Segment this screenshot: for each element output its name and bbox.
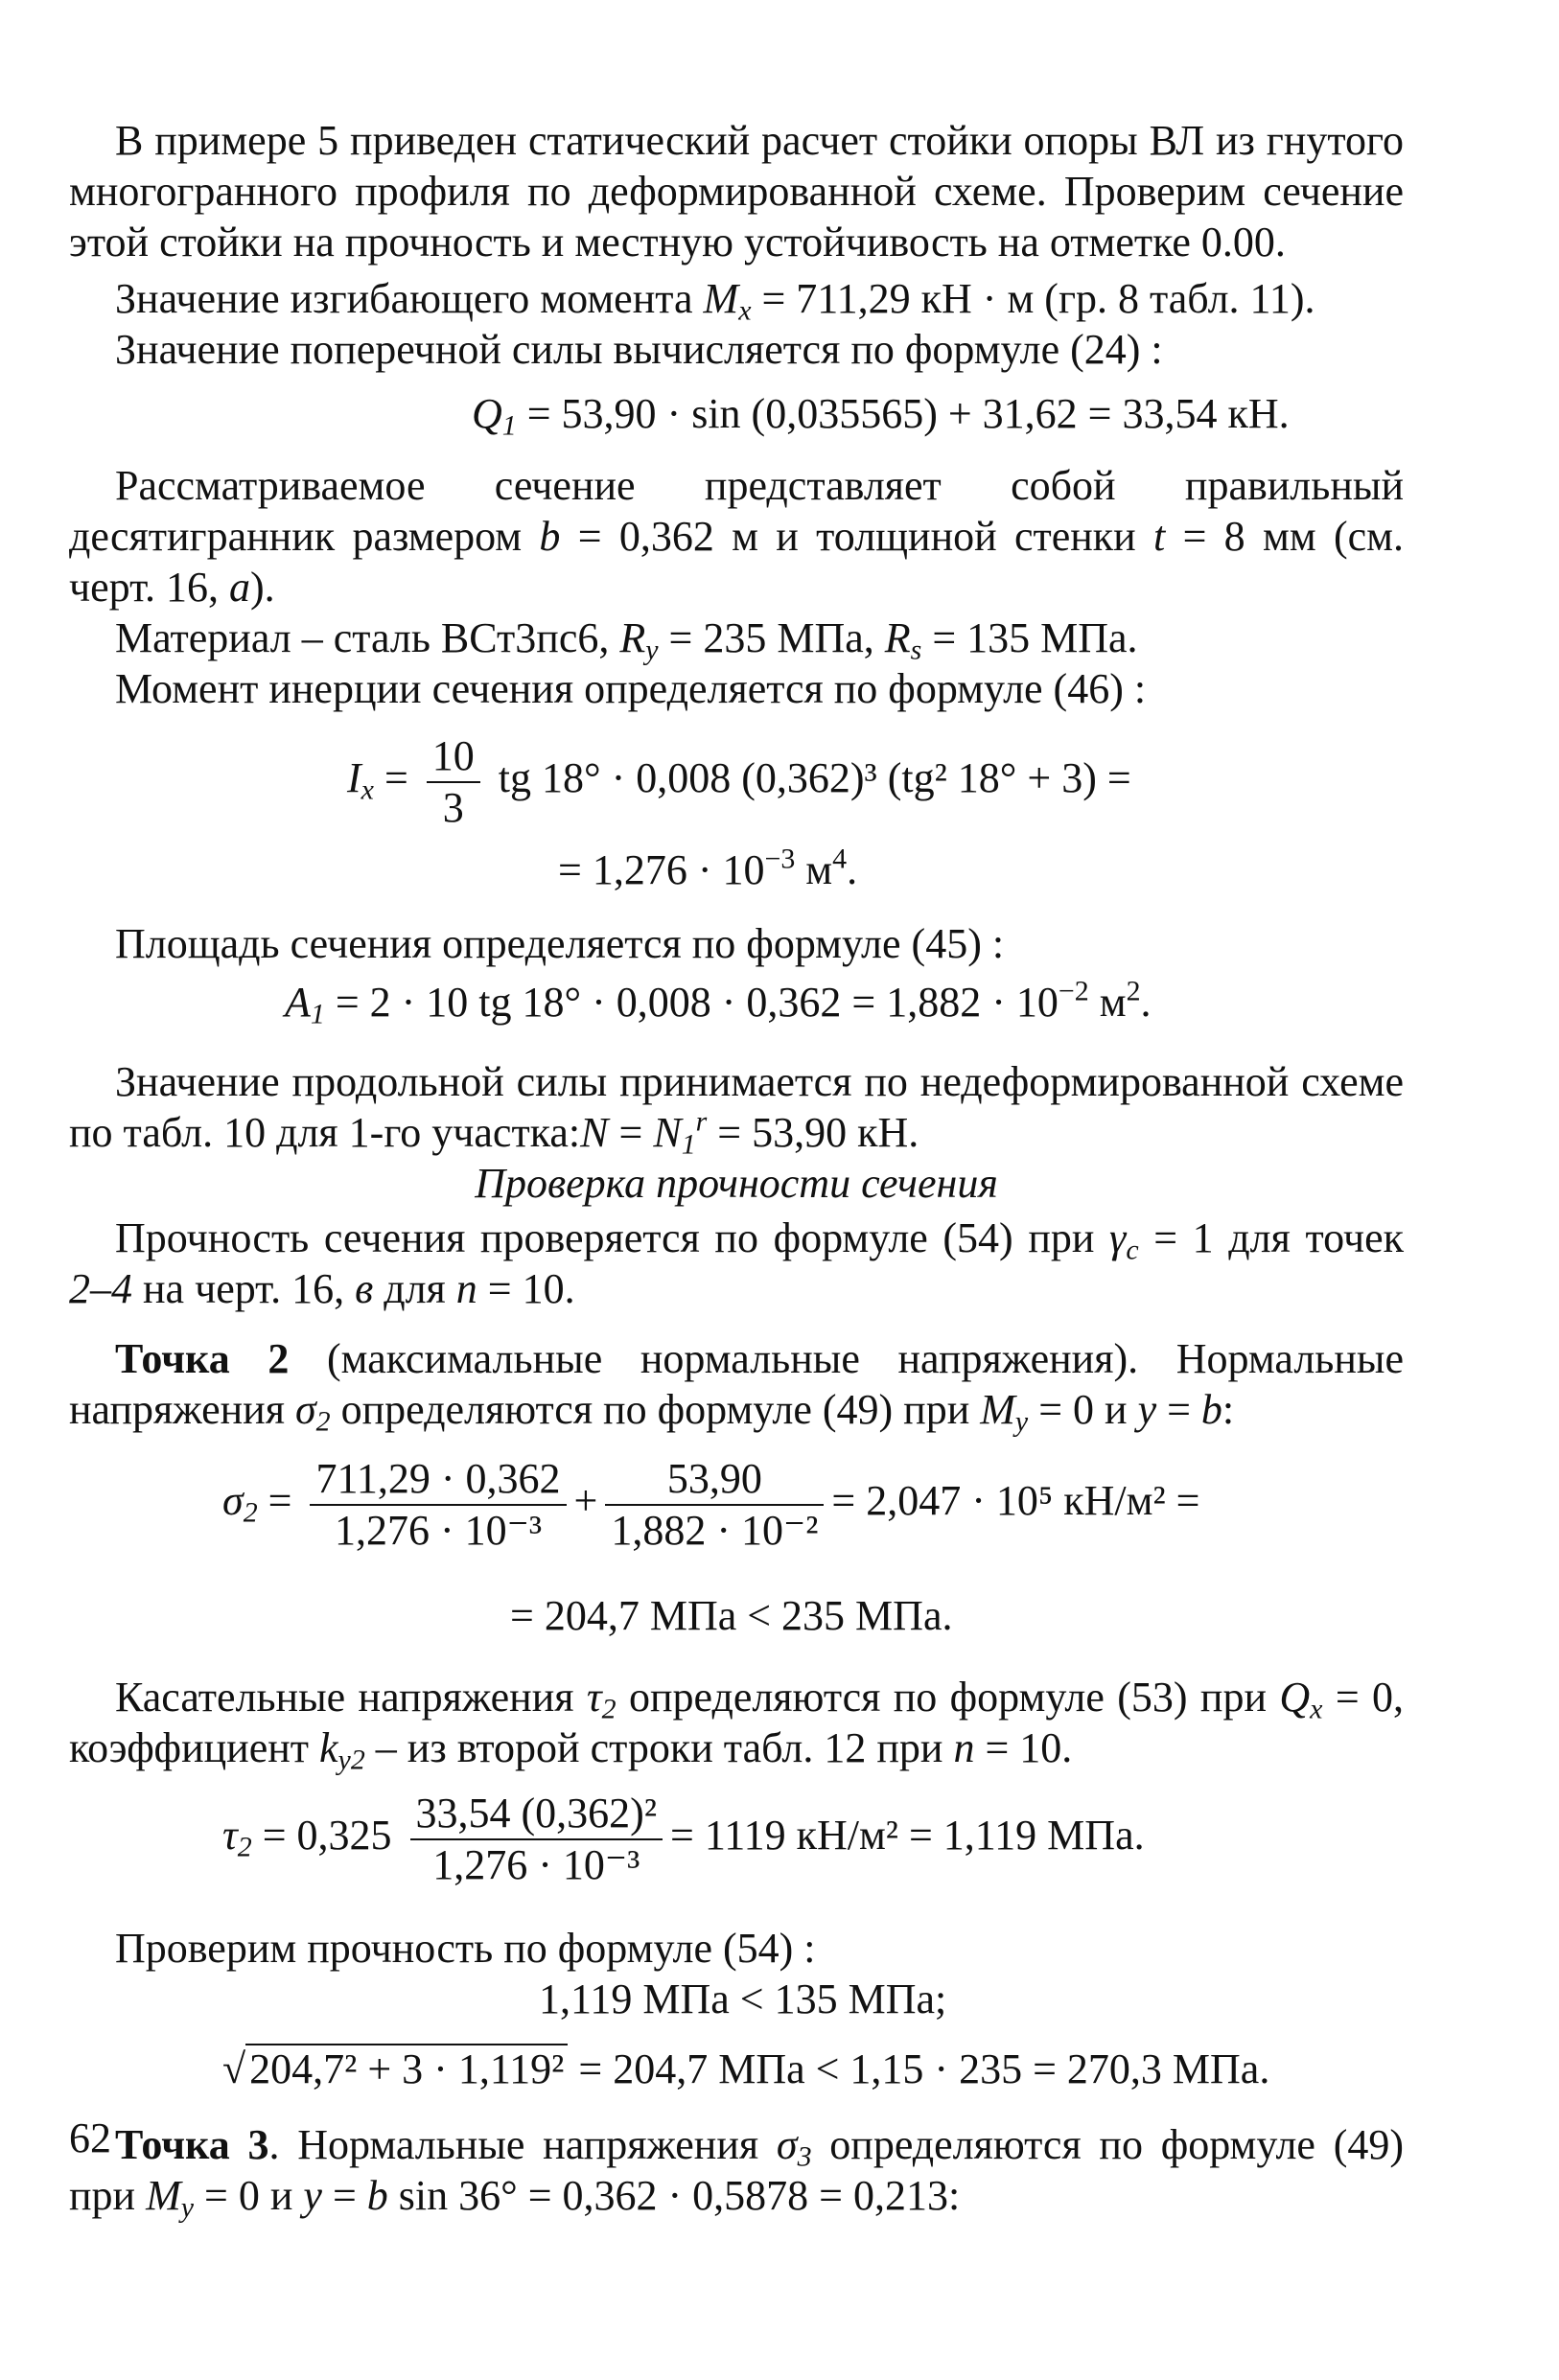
exponent: −2 xyxy=(1058,975,1089,1007)
symbol-ry: $R_y$ xyxy=(619,614,659,666)
paragraph-area: Площадь сечения определяется по формуле (45) : xyxy=(115,920,1005,967)
symbol-b: b xyxy=(366,2172,388,2219)
text-run: = 235 МПа, xyxy=(658,614,885,661)
paragraph-section xyxy=(69,460,1404,612)
text-run: = xyxy=(608,1109,654,1156)
text-run: определяются по формуле (49) при xyxy=(330,1386,981,1433)
text-run: sin 36° = 0,362 · 0,5878 = 0,213: xyxy=(387,2172,961,2219)
text-run: Касательные напряжения xyxy=(115,1674,587,1721)
symbol-b: b xyxy=(1200,1386,1222,1433)
page-body xyxy=(69,115,1404,2224)
text-run: определяются по формуле (49) при xyxy=(69,2121,1404,2219)
text-run: = 10. xyxy=(974,1724,1073,1771)
paragraph-inertia: Момент инерции сечения определяется по формуле (46) : xyxy=(115,665,1147,712)
symbol-my: $M_y$ xyxy=(146,2172,195,2224)
text-run: : xyxy=(1222,1386,1235,1433)
text-run: = 0 и xyxy=(194,2172,304,2219)
text-run: Значение изгибающего момента xyxy=(115,275,704,322)
formula-sigma2 xyxy=(69,1454,1404,1561)
formula-ix xyxy=(69,731,1404,839)
text-run: = 0,362 м и толщиной стенки xyxy=(560,513,1154,560)
text-run: = 0, коэффициент xyxy=(69,1674,1404,1771)
text-run: 2–4 xyxy=(69,1265,132,1312)
exponent: 2 xyxy=(1126,975,1141,1007)
formula-text: = xyxy=(257,1477,303,1525)
formula-tau2 xyxy=(69,1789,1404,1896)
symbol-sigma2: $\sigma_2$ xyxy=(222,1477,258,1529)
text-run: = 53,90 кН. xyxy=(707,1109,919,1156)
fraction-10-3 xyxy=(427,731,480,833)
formula-text: . xyxy=(1140,979,1152,1026)
text-run: – из второй строки табл. 12 при xyxy=(364,1724,954,1771)
symbol-t: t xyxy=(1153,513,1166,560)
text-run: (максимальные нормальные напряжения). Нормальные напряжения xyxy=(69,1335,1404,1433)
symbol-a: а xyxy=(229,564,250,611)
formula-text: = 1119 кН/м² = 1,119 МПа. xyxy=(670,1812,1145,1860)
fraction-numerator: 711,29 · 0,362 xyxy=(310,1454,566,1506)
formula-text: = 204,7 МПа < 1,15 · 235 = 270,3 МПа. xyxy=(568,2045,1270,2092)
point-label: Точка 3 xyxy=(115,2121,269,2168)
formula-text: = 53,90 · sin (0,035565) + 31,62 = 33,54 кН. xyxy=(516,390,1290,437)
formula-text: = xyxy=(373,754,419,802)
formula-area xyxy=(69,977,1404,1028)
symbol-ky2: $k_{y2}$ xyxy=(319,1724,365,1776)
symbol-rs: $R_s$ xyxy=(884,614,922,666)
symbol-y: y xyxy=(303,2172,322,2219)
text-run: Материал – сталь ВСт3пс6, xyxy=(115,614,620,661)
exponent: −3 xyxy=(764,843,796,875)
paragraph-shear: Значение поперечной силы вычисляется по формуле (24) : xyxy=(115,326,1163,373)
fraction-numerator: 53,90 xyxy=(605,1454,824,1506)
symbol-b: b xyxy=(539,513,561,560)
section-heading: Проверка прочности сечения xyxy=(475,1160,998,1207)
formula-text: tg 18° · 0,008 (0,362)³ (tg² 18° + 3) = xyxy=(487,754,1131,802)
formula-text: м xyxy=(1088,979,1127,1026)
symbol-sigma3: $\sigma_3$ xyxy=(776,2121,812,2173)
text-run: = xyxy=(321,2172,367,2219)
radicand: 204,7² + 3 · 1,119² xyxy=(245,2044,568,2092)
formula-text: = 2 · 10 tg 18° · 0,008 · 0,362 = 1,882 · 10 xyxy=(324,979,1059,1026)
formula-ix-result xyxy=(69,844,1404,895)
square-root: √204,7² + 3 · 1,119² xyxy=(222,2044,568,2094)
text-run: = 8 мм (см. черт. 16, xyxy=(69,513,1404,611)
text-run: для xyxy=(373,1265,456,1312)
fraction-numerator: 33,54 (0,362)² xyxy=(410,1789,663,1840)
text-run: определяются по формуле (53) при xyxy=(616,1674,1280,1721)
text-run: = 10. xyxy=(477,1265,575,1312)
text-run: Значение продольной силы принимается по недеформированной схеме по табл. 10 для 1-го участка: xyxy=(69,1058,1404,1156)
text-run: = 1 для точек xyxy=(1138,1214,1404,1261)
symbol-n: N xyxy=(580,1109,609,1156)
symbol-mx: $M_x$ xyxy=(703,275,752,327)
symbol-my: $M_y$ xyxy=(980,1386,1029,1438)
symbol-n1: $N_1^r$ xyxy=(653,1105,708,1161)
fraction-denominator: 3 xyxy=(442,784,464,831)
symbol-gamma-c: $\gamma_c$ xyxy=(1109,1214,1139,1266)
text-run: = 711,29 кН · м (гр. 8 табл. 11). xyxy=(751,275,1315,322)
symbol-tau2: $\tau_2$ xyxy=(586,1674,617,1725)
formula-text: = 2,047 · 10⁵ кН/м² = xyxy=(831,1477,1200,1525)
paragraph-check: Проверим прочность по формуле (54) : xyxy=(115,1925,816,1972)
fraction-shear xyxy=(410,1789,663,1890)
symbol-sigma2: $\sigma_2$ xyxy=(294,1386,331,1438)
fraction-axial xyxy=(605,1454,824,1556)
paragraph-material xyxy=(69,612,1404,666)
text-run: Прочность сечения проверяется по формуле (54) при xyxy=(115,1214,1110,1261)
symbol-qx: $Q_x$ xyxy=(1279,1674,1323,1725)
formula-text: + xyxy=(573,1477,598,1525)
formula-q1 xyxy=(69,388,1404,442)
fraction-denominator: 1,276 · 10⁻³ xyxy=(432,1841,640,1888)
symbol-y: y xyxy=(1137,1386,1157,1433)
text-run: = 0 и xyxy=(1028,1386,1138,1433)
text-run: = 135 МПа. xyxy=(921,614,1138,661)
fraction-denominator: 1,882 · 10⁻² xyxy=(611,1507,819,1554)
formula-check-tau: 1,119 МПа < 135 МПа; xyxy=(539,1976,947,2022)
formula-sigma2-result: = 204,7 МПа < 235 МПа. xyxy=(510,1592,953,1639)
symbol-tau2: $\tau_2$ xyxy=(222,1812,252,1863)
paragraph-moment xyxy=(69,273,1404,327)
exponent: 4 xyxy=(832,843,848,875)
text-run: ). xyxy=(250,564,275,611)
symbol-n-count: n xyxy=(455,1265,477,1312)
paragraph-intro: В примере 5 приведен статический расчет стойки опоры ВЛ из гнутого многогранного профиля по деформированной схеме. Проверим сечение этой стойки на прочность и местную устойчивость на отметке 0.00. xyxy=(69,117,1404,266)
formula-text: м xyxy=(795,846,833,893)
text-run: в xyxy=(355,1265,374,1312)
symbol-n-count: n xyxy=(953,1724,975,1771)
formula-check-combined xyxy=(69,2044,1404,2094)
paragraph-axial xyxy=(69,1056,1404,1161)
symbol-q1: $Q_1$ xyxy=(472,390,517,442)
symbol-ix: $I_x$ xyxy=(347,754,374,806)
paragraph-strength xyxy=(69,1213,1404,1314)
text-run: Рассматриваемое сечение представляет собой правильный десятигранник размером xyxy=(69,462,1404,560)
point-label: Точка 2 xyxy=(115,1335,290,1382)
formula-text: = 0,325 xyxy=(251,1812,403,1860)
fraction-moment xyxy=(310,1454,566,1556)
page-number: 62 xyxy=(69,2114,111,2161)
fraction-denominator: 1,276 · 10⁻³ xyxy=(334,1507,543,1554)
paragraph-point3 xyxy=(69,2119,1404,2224)
text-run: на черт. 16, xyxy=(132,1265,356,1312)
text-run: . Нормальные напряжения xyxy=(268,2121,777,2168)
fraction-numerator: 10 xyxy=(427,731,480,783)
formula-text: . xyxy=(847,846,858,893)
symbol-a1: $A_1$ xyxy=(285,979,325,1030)
text-run: = xyxy=(1156,1386,1201,1433)
paragraph-point2 xyxy=(69,1333,1404,1438)
paragraph-tangential xyxy=(69,1672,1404,1776)
formula-text: = 1,276 · 10 xyxy=(558,846,765,893)
